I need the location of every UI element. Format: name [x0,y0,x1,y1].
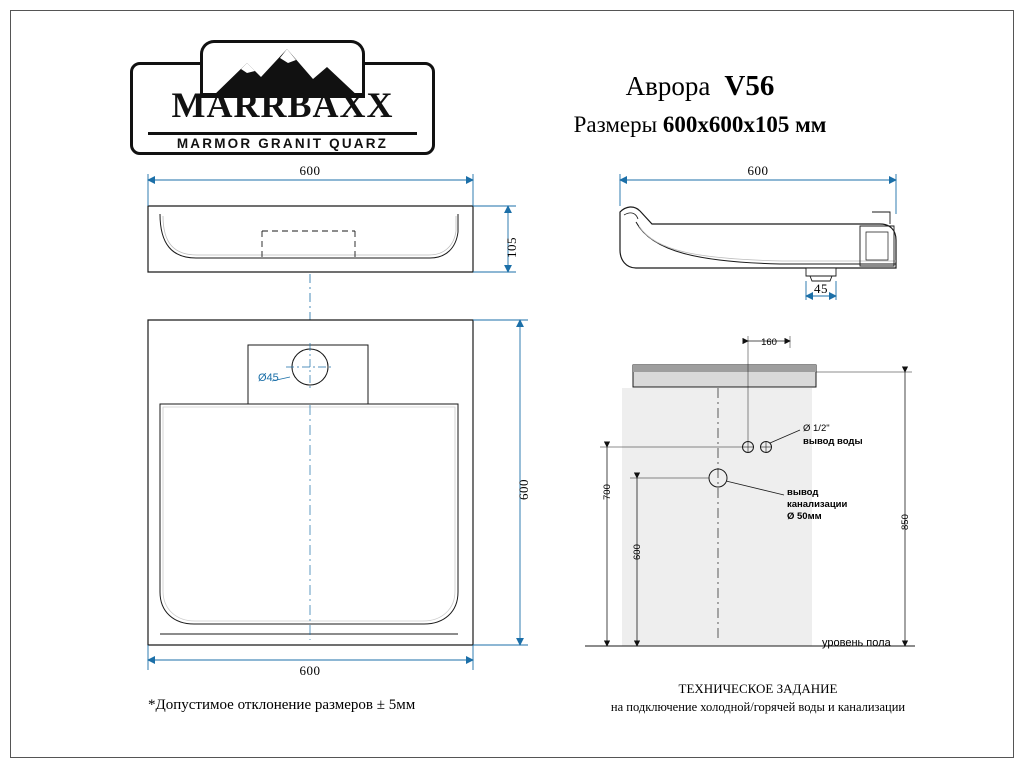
total-height-label: 850 [900,514,911,530]
front-view [148,206,473,272]
installation-diagram [585,336,915,646]
floor-level-label: уровень пола [822,637,891,649]
brand-tagline: MARMOR GRANIT QUARZ [176,136,389,151]
model-code: V56 [724,70,775,102]
dimensions-value: 600х600х105 мм [662,112,827,137]
drain-label-2: канализации [787,499,848,510]
tolerance-note: *Допустимое отклонение размеров ± 5мм [148,697,416,713]
front-height-label: 105 [504,237,519,258]
dimensions-label: Размеры [573,112,658,137]
water-outlet-label-2: вывод воды [803,436,863,447]
water-height-label: 700 [602,484,613,500]
side-section-view [617,206,898,281]
hole-diameter-label: Ø45 [258,372,279,384]
technical-task-subtitle: на подключение холодной/горячей воды и канализации [610,700,906,714]
side-detail-label: 45 [814,281,828,296]
top-width-label: 600 [299,663,321,678]
model-name: Аврора [625,71,711,101]
brand-name: MARRBAXX [171,85,394,125]
drain-height-label: 600 [632,544,643,560]
top-height-label: 600 [516,479,531,500]
water-outlet-label-1: Ø 1/2" [803,423,830,434]
technical-task-title: ТЕХНИЧЕСКОЕ ЗАДАНИЕ [678,681,838,696]
side-width-label: 600 [747,163,769,178]
drain-label-1: вывод [787,487,819,498]
drain-label-3: Ø 50мм [787,511,822,522]
install-offset-label: 160 [761,337,777,348]
side-width-dimension [620,174,896,214]
top-view [148,320,473,645]
front-width-label: 600 [299,163,321,178]
